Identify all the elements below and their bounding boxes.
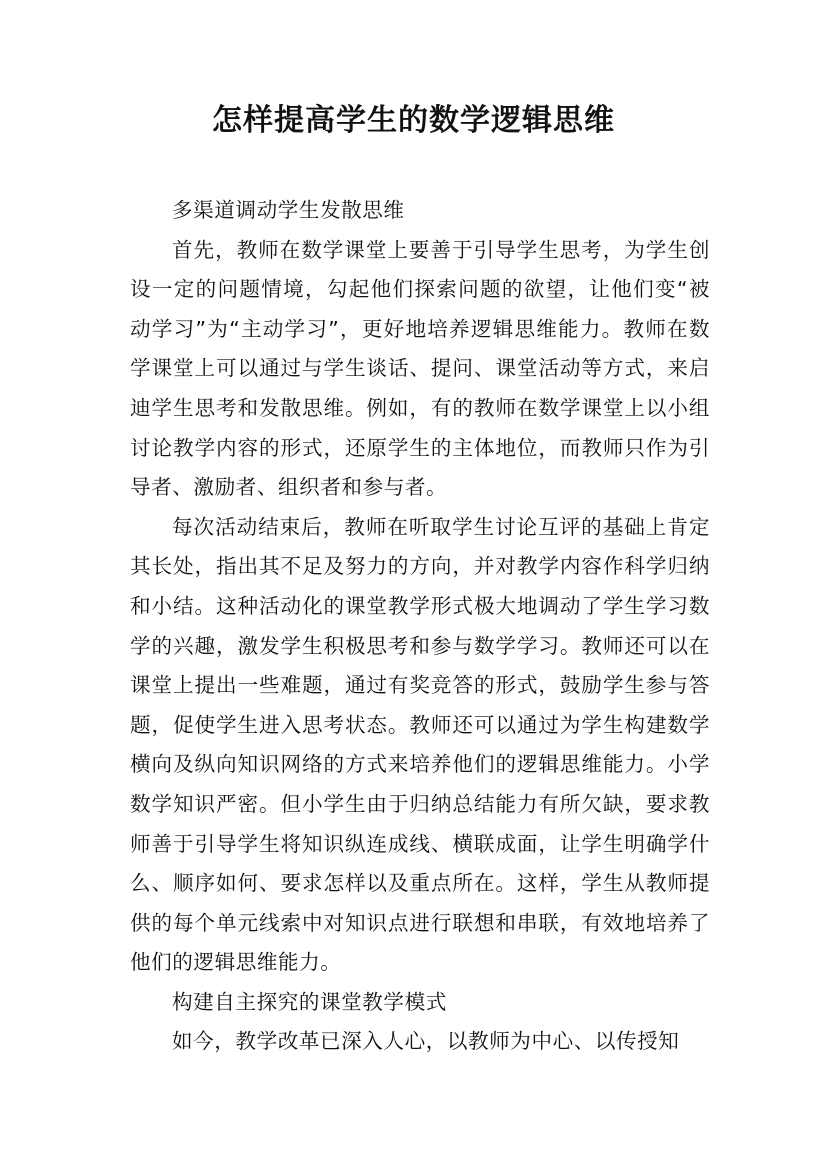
paragraph-second: 每次活动结束后，教师在听取学生讨论互评的基础上肯定其长处，指出其不足及努力的方向，并对教学内容作科学归纳和小结。这种活动化的课堂教学形式极大地调动了学生学习数学的兴趣，激发学生积极思考和参与数学学习。教师还可以在课堂上提出一些难题，通过有奖竞答的形式，鼓励学生参与答题，促使学生进入思考状态。教师还可以通过为学生构建数学横向及纵向知识网络的方式来培养他们的逻辑思维能力。小学数学知识严密。但小学生由于归纳总结能力有所欠缺，要求教师善于引导学生将知识纵连成线、横联成面，让学生明确学什么、顺序如何、要求怎样以及重点所在。这样，学生从教师提供的每个单元线索中对知识点进行联想和串联，有效地培养了他们的逻辑思维能力。 [130,514,710,975]
document-title: 怎样提高学生的数学逻辑思维 [212,103,615,138]
section-heading-inquiry-mode: 构建自主探究的课堂教学模式 [172,989,447,1014]
section-heading-divergent-thinking: 多渠道调动学生发散思维 [172,198,405,222]
document-body [130,191,710,1062]
paragraph-third: 如今，教学改革已深入人心，以教师为中心、以传授知 [172,1029,680,1054]
paragraph-first: 首先，教师在数学课堂上要善于引导学生思考，为学生创设一定的问题情境，勾起他们探索问题的欲望，让他们变“被动学习”为“主动学习”，更好地培养逻辑思维能力。教师在数学课堂上可以通过与学生谈话、提问、课堂活动等方式，来启迪学生思考和发散思维。例如，有的教师在数学课堂上以小组讨论教学内容的形式，还原学生的主体地位，而教师只作为引导者、激励者、组织者和参与者。 [130,237,710,500]
